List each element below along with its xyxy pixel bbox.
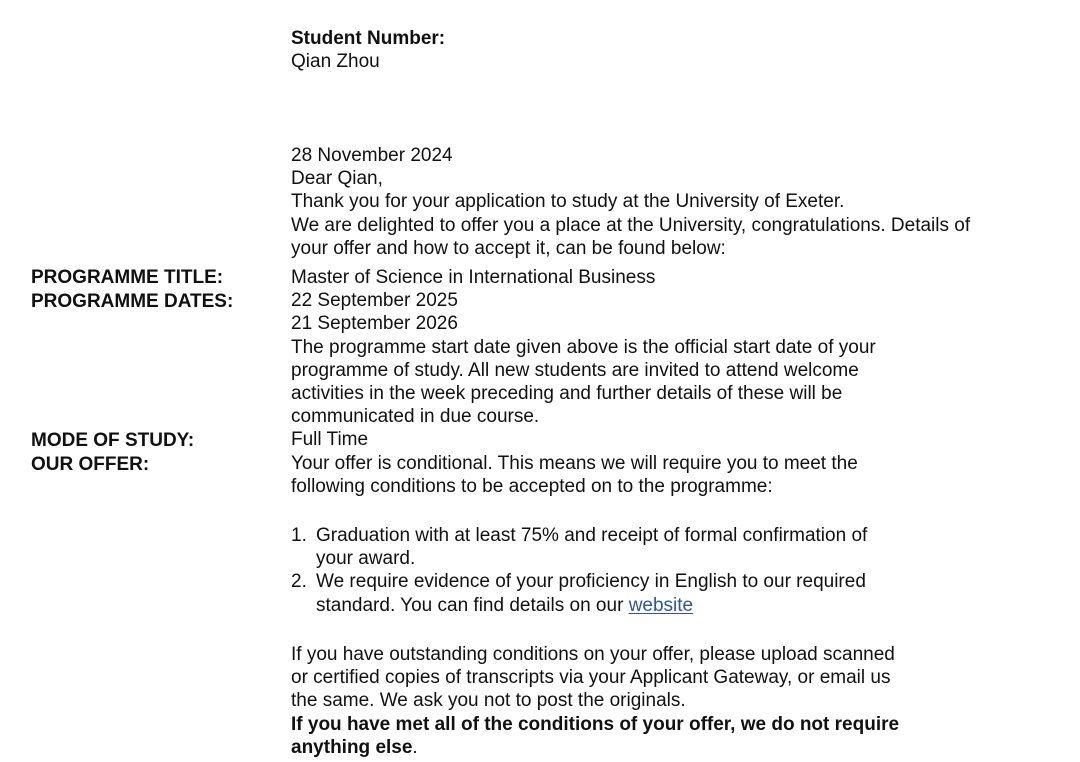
- programme-start-date: 22 September 2025: [291, 290, 458, 312]
- outstanding-line: or certified copies of transcripts via your Applicant Gateway, or email us: [291, 667, 891, 689]
- intro-paragraph-2-line-2: your offer and how to accept it, can be found below:: [291, 237, 726, 259]
- condition-item: [291, 524, 1051, 570]
- student-number-label: Student Number:: [291, 28, 446, 49]
- condition-text-line: your award.: [316, 548, 416, 570]
- programme-details: [291, 266, 1051, 498]
- condition-text-line: We require evidence of your proficiency in English to our required: [316, 571, 866, 593]
- programme-end-date: 21 September 2026: [291, 313, 458, 335]
- condition-text-prefix: standard. You can find details on our: [316, 594, 629, 616]
- outstanding-conditions-paragraph: [291, 643, 1051, 759]
- programme-note-line: activities in the week preceding and further details of these will be: [291, 383, 843, 405]
- offer-intro-line: following conditions to be accepted on to the programme:: [291, 475, 773, 497]
- mode-of-study-value: Full Time: [291, 429, 369, 451]
- condition-text-line: [316, 594, 1051, 617]
- condition-item: [291, 570, 1051, 616]
- outstanding-line: the same. We ask you not to post the originals.: [291, 690, 686, 712]
- letter-opening: [291, 144, 1051, 260]
- condition-number: 1.: [291, 525, 307, 546]
- offer-intro-line: Your offer is conditional. This means we will require you to meet the: [291, 452, 858, 474]
- student-name: Qian Zhou: [291, 51, 380, 73]
- condition-number: 2.: [291, 571, 307, 593]
- mode-of-study-label: MODE OF STUDY:: [31, 430, 195, 451]
- met-conditions-line: If you have met all of the conditions of your offer, we do not require: [291, 713, 900, 735]
- website-link[interactable]: website: [628, 594, 694, 616]
- condition-text-line: Graduation with at least 75% and receipt of formal confirmation of: [316, 525, 868, 546]
- programme-note-line: programme of study. All new students are invited to attend welcome: [291, 359, 859, 381]
- intro-paragraph-2-line-1: We are delighted to offer you a place at the University, congratulations. Details of: [291, 214, 971, 236]
- letter-date: 28 November 2024: [291, 145, 453, 166]
- programme-dates-label: PROGRAMME DATES:: [31, 291, 234, 312]
- our-offer-label: OUR OFFER:: [31, 454, 150, 475]
- programme-title-value: Master of Science in International Business: [291, 267, 656, 288]
- programme-note-line: communicated in due course.: [291, 406, 540, 428]
- salutation: Dear Qian,: [291, 168, 383, 190]
- programme-note-line: The programme start date given above is the official start date of your: [291, 336, 876, 358]
- conditions-list: [291, 524, 1051, 617]
- programme-title-label: PROGRAMME TITLE:: [31, 267, 224, 288]
- outstanding-line: If you have outstanding conditions on your offer, please upload scanned: [291, 644, 895, 665]
- met-conditions-period: .: [412, 736, 418, 758]
- student-header: [291, 27, 1051, 73]
- intro-paragraph-1: Thank you for your application to study at the University of Exeter.: [291, 191, 845, 213]
- met-conditions-line-2: [291, 736, 1051, 759]
- met-conditions-text: anything else: [291, 736, 413, 758]
